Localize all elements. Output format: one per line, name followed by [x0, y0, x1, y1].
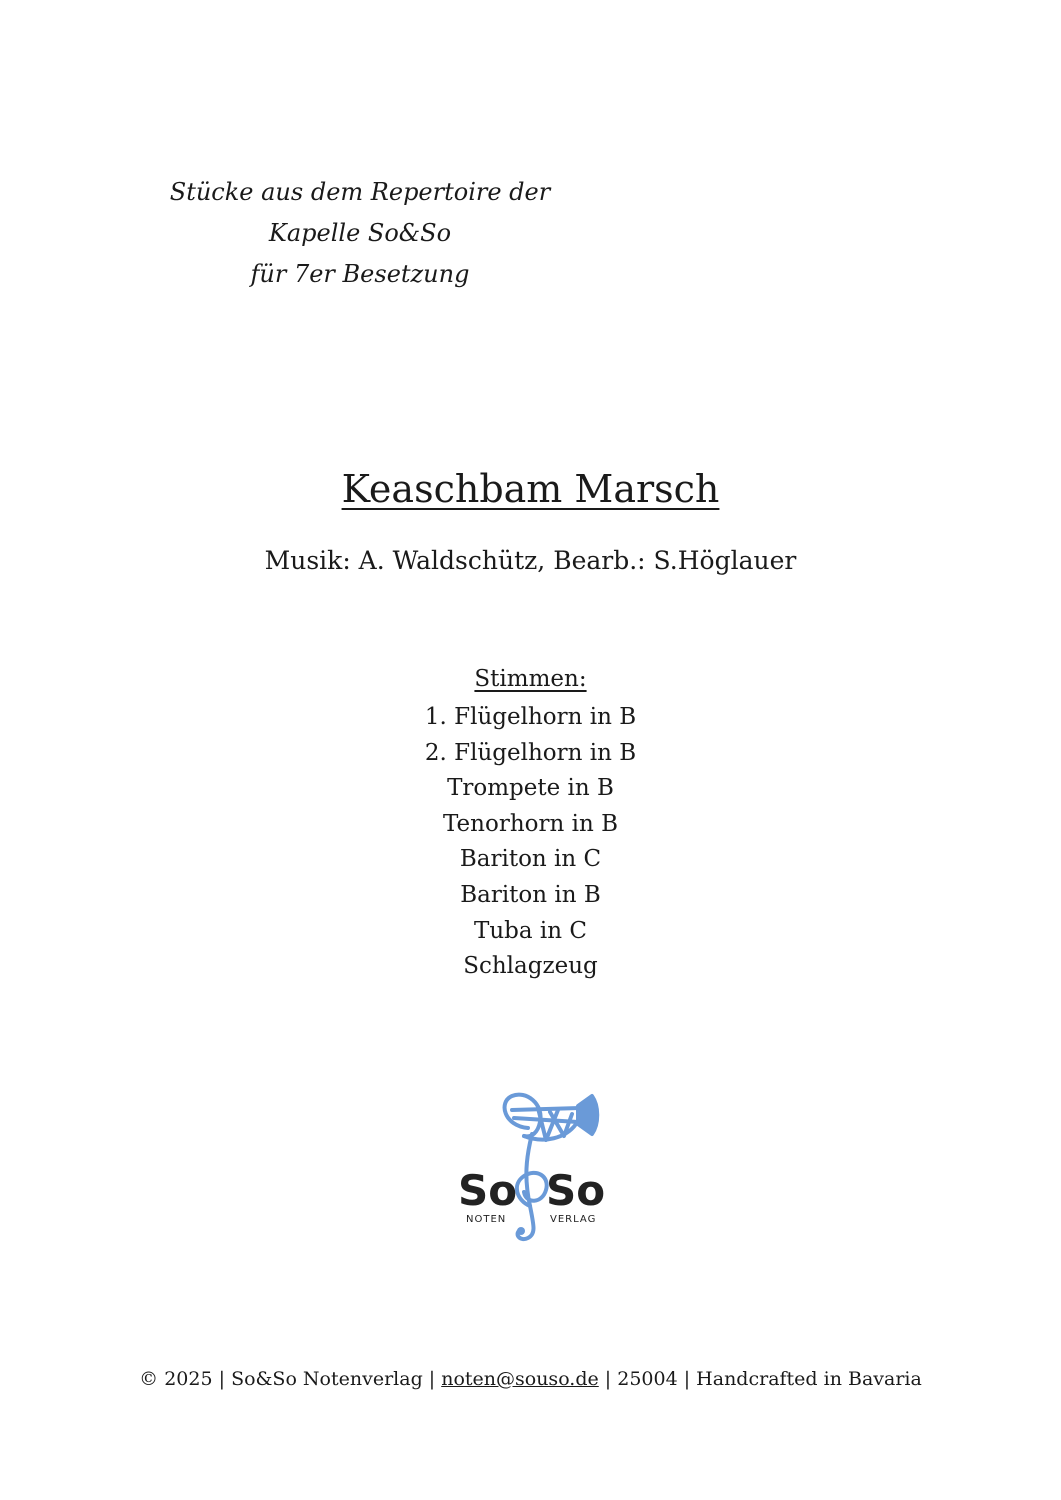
voice-item: Tenorhorn in B — [443, 810, 618, 837]
voices-section — [0, 658, 1061, 985]
publisher-logo — [454, 1088, 610, 1246]
footer-catalog-number: 25004 — [617, 1368, 678, 1390]
voice-item: Tuba in C — [474, 917, 587, 944]
subtitle-line-3: für 7er Besetzung — [250, 260, 470, 288]
piece-title — [0, 462, 1061, 516]
logo-word-left: So — [458, 1166, 518, 1215]
logo-word-right: So — [546, 1166, 606, 1215]
footer-email-link[interactable]: noten@souso.de — [441, 1368, 599, 1390]
voice-item: Trompete in B — [447, 775, 614, 802]
voice-item: 2. Flügelhorn in B — [424, 739, 637, 766]
voice-item: Bariton in B — [460, 881, 601, 908]
footer-separator: | — [422, 1368, 442, 1390]
subtitle-line-1: Stücke aus dem Repertoire der — [169, 178, 551, 206]
voices-list — [0, 700, 1061, 985]
footer — [0, 1364, 1061, 1394]
piece-title-text: Keaschbam Marsch — [341, 467, 720, 511]
logo-sub-right: VERLAG — [550, 1214, 597, 1225]
footer-copyright: © 2025 — [139, 1368, 213, 1390]
subtitle-line-2: Kapelle So&So — [268, 219, 452, 247]
composer-credits: Musik: A. Waldschütz, Bearb.: S.Höglauer — [264, 546, 797, 575]
footer-publisher: So&So Notenverlag — [231, 1368, 423, 1390]
trumpet-treble-clef-icon — [454, 1088, 610, 1246]
repertoire-subtitle — [160, 172, 560, 295]
voice-item: Bariton in C — [459, 846, 602, 873]
voice-item: Schlagzeug — [463, 953, 598, 980]
footer-tagline: Handcrafted in Bavaria — [696, 1368, 922, 1390]
voice-item: 1. Flügelhorn in B — [424, 704, 637, 730]
voices-heading — [0, 658, 1061, 700]
logo-sub-left: NOTEN — [466, 1214, 507, 1225]
footer-separator: | — [598, 1368, 618, 1390]
voices-heading-text: Stimmen: — [474, 666, 587, 692]
footer-separator: | — [212, 1368, 232, 1390]
clef-dot — [517, 1227, 525, 1235]
footer-separator: | — [677, 1368, 697, 1390]
